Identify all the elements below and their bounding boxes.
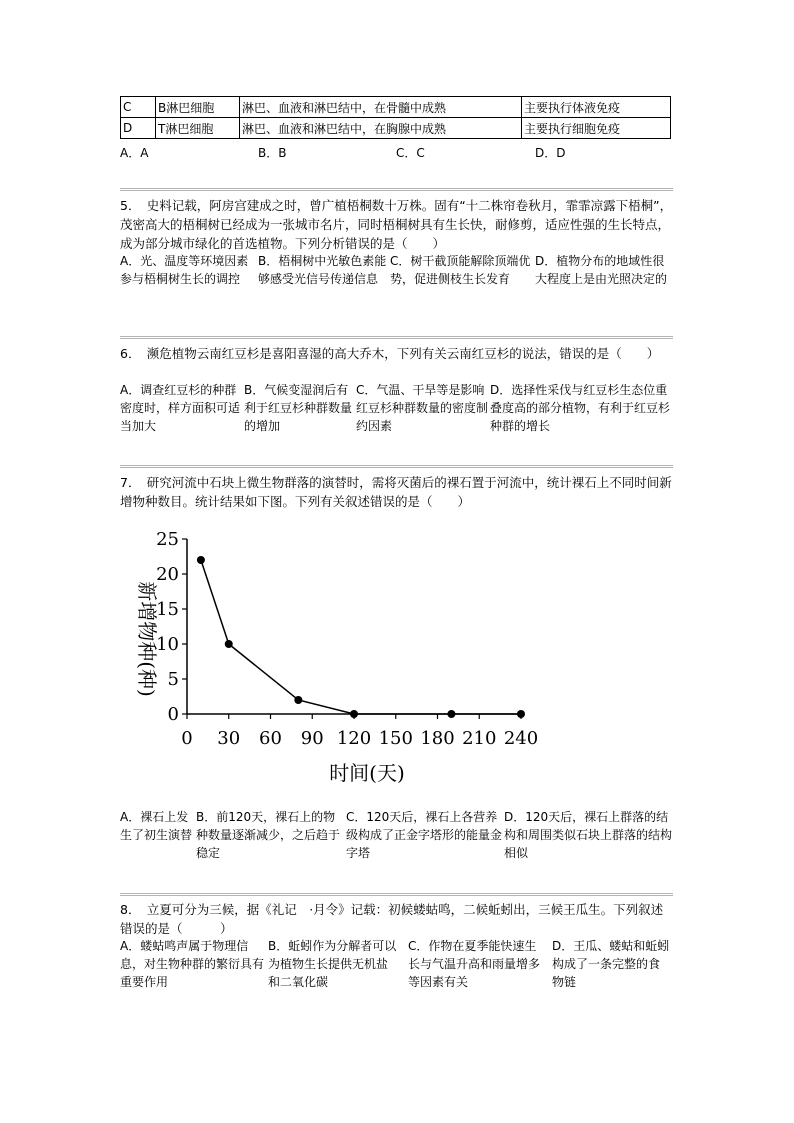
q7-option-c[interactable]: C．120天后，裸石上各营养级构成了正金字塔形的能量金字塔 [346, 810, 503, 860]
table-cell: B淋巴细胞 [156, 97, 240, 118]
q5-option-a[interactable]: A．光、温度等环境因素参与梧桐树生长的调控 [120, 254, 249, 286]
x-tick-label: 210 [462, 728, 497, 749]
x-tick-label: 240 [503, 728, 539, 749]
table-cell: T淋巴细胞 [156, 118, 240, 139]
species-line-chart [110, 522, 550, 792]
immune-cell-table [120, 96, 671, 139]
data-point [197, 556, 205, 564]
table-cell: 主要执行细胞免疫 [522, 118, 671, 139]
y-tick-label: 5 [167, 669, 179, 690]
y-tick-label: 0 [167, 704, 179, 725]
y-tick-label: 25 [156, 529, 179, 550]
q6-stem: 6． 濒危植物云南红豆杉是喜阳喜湿的高大乔木，下列有关云南红豆杉的说法，错误的是（ ） [120, 346, 660, 361]
table-cell: C [121, 97, 156, 118]
data-point [350, 710, 358, 718]
q5-stem: 5． 史料记载，阿房宫建成之时，曾广植梧桐数十万株。固有“十二株帘卷秋月，霏霏凉露下梧桐”，茂密高大的梧桐树已经成为一张城市名片，同时梧桐树具有生长快，耐修剪，适应性强的生长特点，成为部分城市绿化的首选植物。下列分析错误的是（ ） [120, 198, 673, 251]
q7-option-d[interactable]: D．120天后，裸石上群落的结构和周围类似石块上群落的结构相似 [504, 810, 673, 860]
section-divider [120, 188, 673, 191]
x-tick-label: 150 [378, 728, 413, 749]
x-tick-label: 30 [217, 728, 241, 749]
q6-option-b[interactable]: B．气候变湿润后有利于红豆杉种群数量的增加 [244, 383, 353, 433]
x-tick-label: 0 [181, 728, 193, 749]
data-point [294, 696, 302, 704]
data-point [517, 710, 525, 718]
q5-option-b[interactable]: B．梧桐树中光敏色素能够感受光信号传递信息 [258, 254, 387, 286]
q6-option-a[interactable]: A．调查红豆杉的种群密度时，样方面积可适当加大 [120, 383, 241, 433]
q8-option-b[interactable]: B．蚯蚓作为分解者可以为植物生长提供无机盐和二氧化碳 [268, 939, 397, 989]
data-point [225, 640, 233, 648]
x-axis-label: 时间(天) [329, 761, 405, 785]
q8-stem: 8． 立夏可分为三候，据《礼记 ·月令》记载：初候蝼蛄鸣，二候蚯蚓出，三候王瓜生。下列叙述错误的是（ ） [120, 902, 664, 936]
x-tick-label: 60 [259, 728, 282, 749]
q6-option-c[interactable]: C．气温、干旱等是影响红豆杉种群数量的密度制约因素 [356, 383, 489, 433]
answer-option-c[interactable]: C．C [396, 146, 425, 160]
q7-stem: 7． 研究河流中石块上微生物群落的演替时，需将灭菌后的裸石置于河流中，统计裸石上不同时间新增物种数目。统计结果如下图。下列有关叙述错误的是（ ） [120, 475, 672, 509]
q7-option-a[interactable]: A．裸石上发生了初生演替 [120, 810, 193, 842]
q7-option-b[interactable]: B．前120天，裸石上的物种数量逐渐减少，之后趋于稳定 [196, 810, 341, 860]
table-row [121, 97, 671, 118]
table-cell: 主要执行体液免疫 [522, 97, 671, 118]
x-tick-label: 120 [336, 728, 372, 749]
table-cell: 淋巴、血液和淋巴结中，在胸腺中成熟 [240, 118, 522, 139]
q6-option-d[interactable]: D．选择性采伐与红豆杉生态位重叠度高的部分植物，有利于红豆杉种群的增长 [490, 383, 671, 433]
q8-option-c[interactable]: C．作物在夏季能快速生长与气温升高和雨量增多等因素有关 [408, 939, 541, 989]
y-axis-label: 新增物种(种) [135, 581, 159, 697]
y-tick-label: 20 [156, 564, 179, 585]
y-tick-label: 15 [156, 599, 179, 620]
table-row [121, 118, 671, 139]
data-point [447, 710, 455, 718]
q8-option-d[interactable]: D．王瓜、蝼蛄和蚯蚓构成了一条完整的食物链 [552, 939, 670, 989]
table-cell: D [121, 118, 156, 139]
section-divider [120, 336, 673, 339]
answer-option-b[interactable]: B．B [258, 146, 287, 160]
q5-option-c[interactable]: C．树干截顶能解除顶端优势，促进侧枝生长发育 [390, 254, 531, 286]
table-cell: 淋巴、血液和淋巴结中，在骨髓中成熟 [240, 97, 522, 118]
section-divider [120, 893, 673, 896]
answer-option-a[interactable]: A．A [120, 146, 149, 160]
answer-option-d[interactable]: D．D [535, 146, 566, 160]
series-line [201, 560, 521, 714]
q5-option-d[interactable]: D．植物分布的地域性很大程度上是由光照决定的 [535, 254, 668, 286]
x-tick-label: 180 [420, 728, 455, 749]
section-divider [120, 465, 673, 468]
y-tick-label: 10 [156, 634, 179, 655]
q8-option-a[interactable]: A．蝼蛄鸣声属于物理信息，对生物种群的繁衍具有重要作用 [120, 939, 265, 989]
x-tick-label: 90 [300, 728, 324, 749]
